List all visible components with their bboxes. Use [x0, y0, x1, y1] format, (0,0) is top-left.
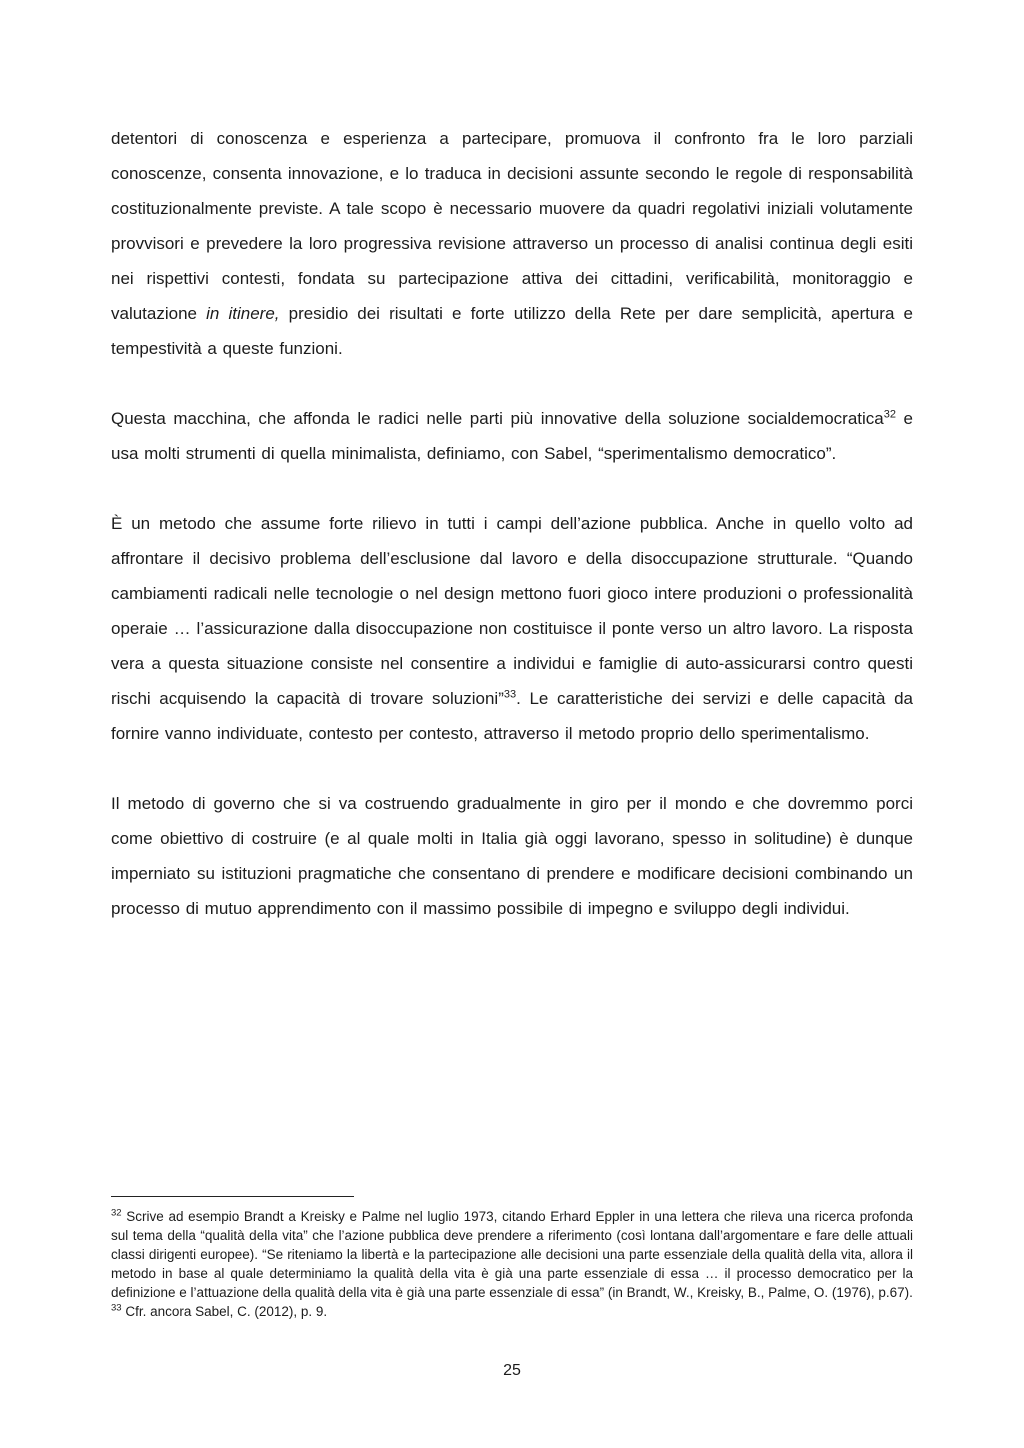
footnote-ref-33: 33	[503, 688, 517, 701]
footnote-33-number: 33	[111, 1302, 122, 1314]
paragraph-2-text: Questa macchina, che affonda le radici nelle parti più innovative della soluzione socialdemocratica	[111, 409, 884, 428]
paragraph-2-text-cont: e usa molti strumenti di quella minimalista, definiamo, con Sabel, “sperimentalismo democratico”.	[111, 409, 913, 463]
footnote-33	[111, 1302, 913, 1321]
paragraph-1-text-cont: presidio dei risultati e forte utilizzo della Rete per dare semplicità, apertura e tempestività a queste funzioni.	[111, 304, 913, 358]
paragraph-3-text-cont: . Le caratteristiche dei servizi e delle capacità da fornire vanno individuate, contesto per contesto, attraverso il metodo proprio dello sperimentalismo.	[111, 689, 913, 743]
paragraph-1	[111, 121, 913, 366]
footnote-ref-32: 32	[883, 408, 896, 421]
paragraph-4: Il metodo di governo che si va costruendo gradualmente in giro per il mondo e che dovremmo porci come obiettivo di costruire (e al quale molti in Italia già oggi lavorano, spesso in solitudine) è dunque imperniato su istituzioni pragmatiche che consentano di prendere e modificare decisioni combinando un processo di mutuo apprendimento con il massimo possibile di impegno e sviluppo degli individui.	[111, 794, 913, 918]
paragraph-2	[111, 401, 913, 471]
paragraph-3	[111, 506, 913, 751]
footnotes-section	[111, 1196, 913, 1321]
footnote-32-text: Scrive ad esempio Brandt a Kreisky e Palme nel luglio 1973, citando Erhard Eppler in una lettera che rileva una ricerca profonda sul tema della “qualità della vita” che l’azione pubblica deve prendere a riferimento (così lontana dall’argomentare e fare delle attuali classi dirigenti europee). “Se riteniamo la libertà e la partecipazione alle decisioni una parte essenziale della qualità della vita, allora il metodo in base al quale determiniamo la qualità della vita è già una parte essenziale di essa … il processo democratico per la definizione e l’attuazione della qualità della vita è già una parte essenziale di essa” (in Brandt, W., Kreisky, B., Palme, O. (1976), p.67).	[111, 1209, 913, 1300]
body-text	[111, 121, 913, 961]
footnote-32	[111, 1207, 913, 1302]
footnote-33-text: Cfr. ancora Sabel, C. (2012), p. 9.	[121, 1304, 328, 1319]
footnote-separator	[111, 1196, 354, 1197]
paragraph-3-text: È un metodo che assume forte rilievo in tutti i campi dell’azione pubblica. Anche in quello volto ad affrontare il decisivo problema dell’esclusione dal lavoro e della disoccupazione strutturale. “Quando cambiamenti radicali nelle tecnologie o nel design mettono fuori gioco intere produzioni o professionalità operaie … l’assicurazione dalla disoccupazione non costituisce il ponte verso un altro lavoro. La risposta vera a questa situazione consiste nel consentire a individui e famiglie di auto-assicurarsi contro questi rischi acquisendo la capacità di trovare soluzioni”	[111, 514, 913, 708]
paragraph-1-text: detentori di conoscenza e esperienza a partecipare, promuova il confronto fra le loro parziali conoscenze, consenta innovazione, e lo traduca in decisioni assunte secondo le regole di responsabilità costituzionalmente previste. A tale scopo è necessario muovere da quadri regolativi iniziali volutamente provvisori e prevedere la loro progressiva revisione attraverso un processo di analisi continua degli esiti nei rispettivi contesti, fondata su partecipazione attiva dei cittadini, verificabilità, monitoraggio e valutazione	[111, 129, 913, 323]
italic-phrase-in-itinere: in itinere,	[206, 304, 280, 323]
footnote-32-number: 32	[111, 1207, 122, 1219]
page-number: 25	[503, 1362, 521, 1379]
